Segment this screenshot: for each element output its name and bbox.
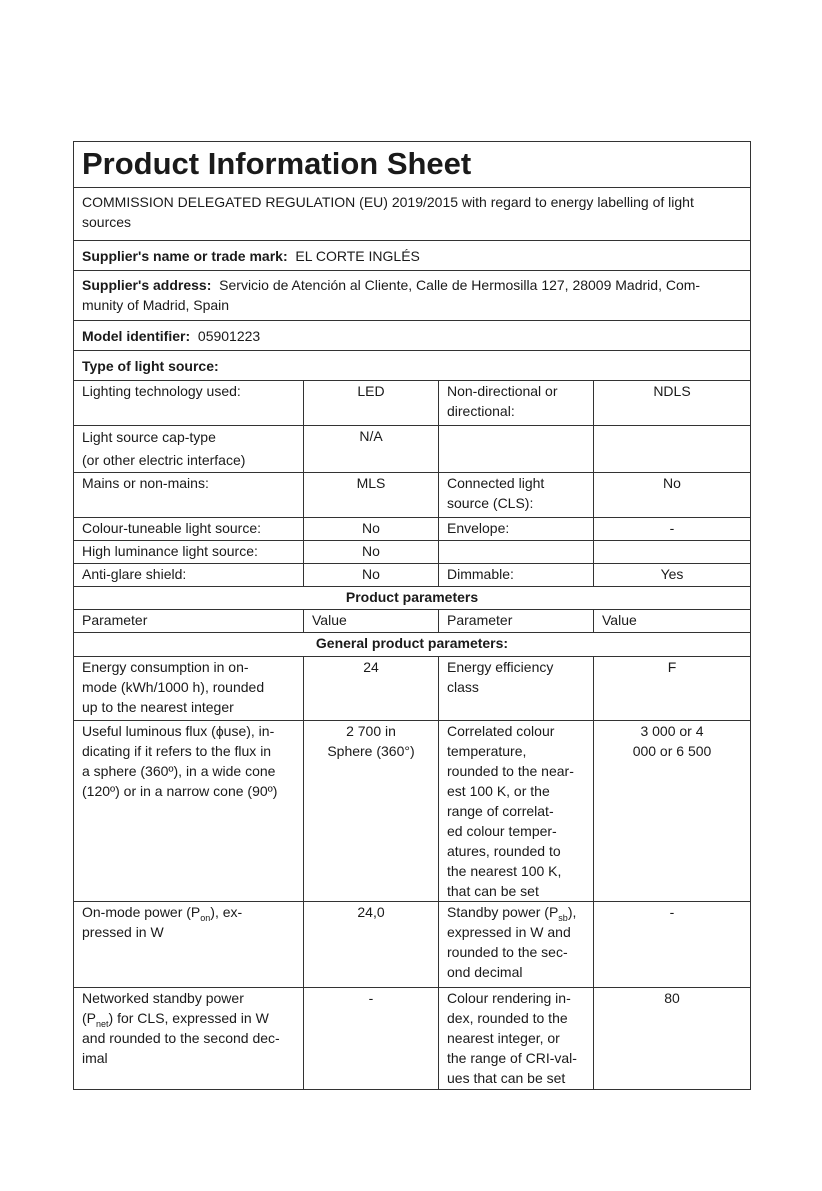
value-cell: N/A (304, 426, 439, 473)
param-cell: Energy consumption in on- mode (kWh/1000 h), rounded up to the nearest integer (74, 657, 304, 721)
param-cell (439, 541, 594, 564)
value-cell: LED (304, 381, 439, 426)
param-cell: Colour rendering in- dex, rounded to the nearest integer, or the range of CRI-val- ues that can be set (439, 988, 594, 1090)
param-cell (74, 902, 304, 988)
param-cell: Light source cap-type (or other electric interface) (74, 426, 304, 473)
column-header: Value (594, 610, 751, 633)
table-row (74, 988, 751, 1090)
param-cell: Anti-glare shield: (74, 564, 304, 587)
table-row (74, 426, 751, 473)
text: ) for CLS, expressed in W and rounded to the second dec- imal (82, 1010, 280, 1066)
param-cell: Connected light source (CLS): (439, 473, 594, 518)
value-cell: 2 700 in Sphere (360°) (304, 721, 439, 902)
value-cell: No (594, 473, 751, 518)
subscript: net (96, 1018, 109, 1029)
value-cell: NDLS (594, 381, 751, 426)
value-cell: - (594, 518, 751, 541)
value-cell: Yes (594, 564, 751, 587)
value-cell: - (304, 988, 439, 1090)
param-cell: Lighting technology used: (74, 381, 304, 426)
value-cell: MLS (304, 473, 439, 518)
value-cell: No (304, 541, 439, 564)
column-header: Parameter (439, 610, 594, 633)
param-cell: Energy efficiency class (439, 657, 594, 721)
column-header: Value (304, 610, 439, 633)
table-row (74, 902, 751, 988)
param-cell: Envelope: (439, 518, 594, 541)
column-header: Parameter (74, 610, 304, 633)
page-title: Product Information Sheet (74, 142, 751, 188)
param-cell: Non-directional or directional: (439, 381, 594, 426)
column-headers (74, 610, 751, 633)
general-parameters-heading: General product parameters: (74, 633, 751, 657)
param-cell (439, 902, 594, 988)
value-cell: 24 (304, 657, 439, 721)
supplier-name-value: EL CORTE INGLÉS (295, 247, 420, 264)
value-cell: 24,0 (304, 902, 439, 988)
param-cell (74, 988, 304, 1090)
regulation-text: COMMISSION DELEGATED REGULATION (EU) 2019/2015 with regard to energy labelling of light sources (74, 188, 751, 241)
table-row (74, 381, 751, 426)
value-cell: No (304, 564, 439, 587)
subscript: on (200, 912, 211, 923)
supplier-address-value: Servicio de Atención al Cliente, Calle de Hermosilla 127, 28009 Madrid, Com- munity of Madrid, Spain (82, 277, 701, 313)
model-label: Model identifier: (82, 327, 191, 344)
model-row (74, 321, 751, 351)
product-information-sheet (73, 141, 751, 1090)
param-cell: Useful luminous flux (ϕuse), in- dicating if it refers to the flux in a sphere (360º), in a wide cone (120º) or in a narrow cone (90º) (74, 721, 304, 902)
type-heading: Type of light source: (74, 351, 751, 381)
text: ), expressed in W and rounded to the sec- ond decimal (447, 904, 577, 980)
model-value: 05901223 (197, 327, 261, 344)
value-cell: 3 000 or 4 000 or 6 500 (594, 721, 751, 902)
table-row (74, 564, 751, 587)
param-cell: Correlated colour temperature, rounded to the near- est 100 K, or the range of correlat- ed colour temper- atures, rounded to the nearest 100 K, that can be set (439, 721, 594, 902)
table-row (74, 473, 751, 518)
param-cell (439, 426, 594, 473)
text: ), ex- pressed in W (82, 904, 243, 940)
product-parameters-heading: Product parameters (74, 587, 751, 610)
supplier-name-row (74, 241, 751, 271)
subscript: sb (558, 912, 568, 923)
text: Standby power (P (447, 904, 559, 920)
table-row (74, 721, 751, 902)
param-cell: Mains or non-mains: (74, 473, 304, 518)
value-cell: 80 (594, 988, 751, 1090)
value-cell: - (594, 902, 751, 988)
param-cell: Dimmable: (439, 564, 594, 587)
param-cell: High luminance light source: (74, 541, 304, 564)
supplier-address-row (74, 271, 751, 321)
table-row (74, 657, 751, 721)
table-row (74, 541, 751, 564)
value-cell (594, 426, 751, 473)
table-row (74, 518, 751, 541)
value-cell: No (304, 518, 439, 541)
text: Networked standby power (P (82, 990, 244, 1026)
param-cell: Colour-tuneable light source: (74, 518, 304, 541)
supplier-address-label: Supplier's address: (82, 277, 212, 293)
value-cell (594, 541, 751, 564)
supplier-name-label: Supplier's name or trade mark: (82, 247, 288, 264)
text: On-mode power (P (82, 904, 201, 920)
value-cell: F (594, 657, 751, 721)
